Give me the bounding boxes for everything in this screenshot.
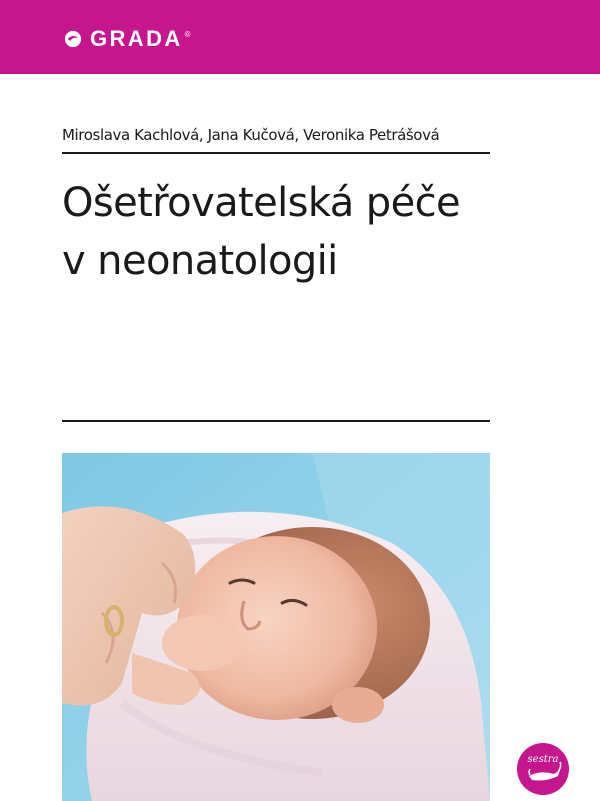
grada-swoosh-icon (64, 30, 82, 48)
publisher-name: GRADA (90, 26, 183, 51)
cover-photo (62, 453, 490, 801)
publisher-logo (64, 28, 191, 50)
title-line-2: v neonatologii (62, 238, 338, 284)
book-title (62, 174, 542, 290)
registered-mark: ® (184, 30, 191, 39)
title-line-1: Ošetřovatelská péče (62, 180, 460, 226)
divider-bottom (62, 420, 490, 422)
divider-top (62, 152, 490, 154)
series-label: sestra (527, 754, 559, 765)
authors: Miroslava Kachlová, Jana Kučová, Veronika Petrášová (62, 126, 440, 144)
sestra-series-badge (516, 742, 570, 796)
newborn-illustration (62, 453, 490, 801)
publisher-band (0, 0, 600, 74)
